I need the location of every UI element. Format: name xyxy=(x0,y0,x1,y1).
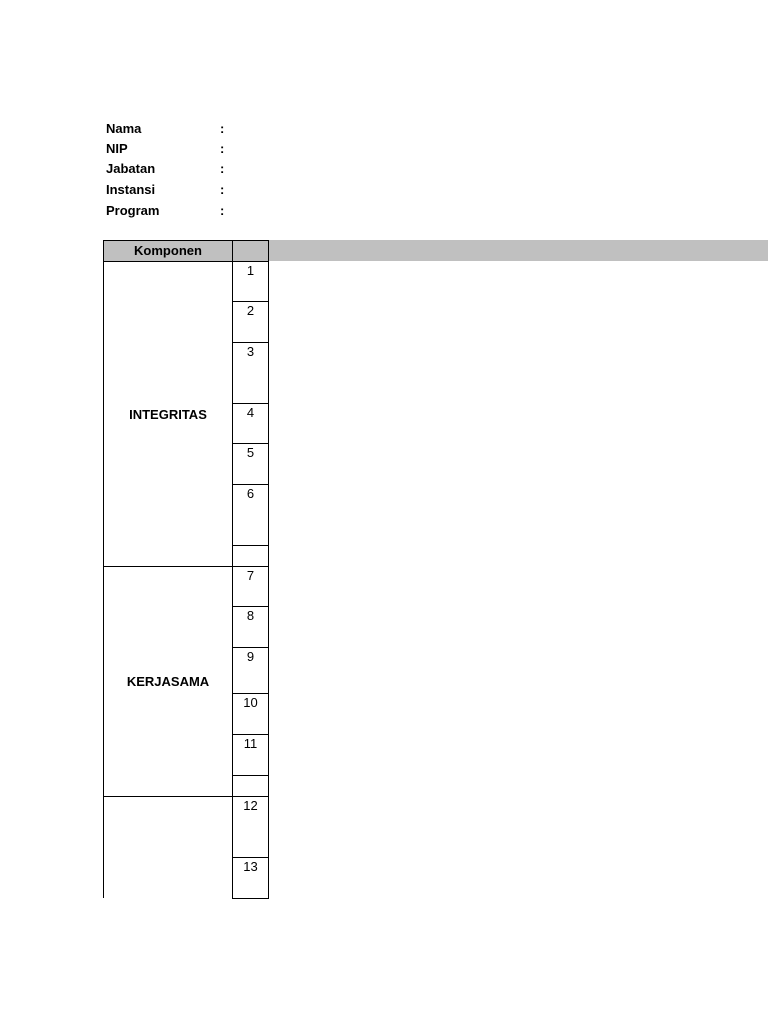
row-number-4: 4 xyxy=(232,403,269,444)
row-number-10: 10 xyxy=(232,693,269,735)
instansi-label: Instansi xyxy=(106,182,156,197)
row-number-9: 9 xyxy=(232,647,269,694)
row-number-3: 3 xyxy=(232,342,269,404)
component-integritas: INTEGRITAS xyxy=(103,261,233,567)
header-band xyxy=(268,240,768,261)
row-number-7: 7 xyxy=(232,566,269,607)
instansi-colon: : xyxy=(220,182,225,197)
row-number-5: 5 xyxy=(232,443,269,485)
component-kerjasama: KERJASAMA xyxy=(103,566,233,797)
row-number-11: 11 xyxy=(232,734,269,776)
row-number-12: 12 xyxy=(232,796,269,858)
nama-label: Nama xyxy=(106,121,142,136)
program-label: Program xyxy=(106,203,160,218)
program-colon: : xyxy=(220,203,225,218)
row-number-2: 2 xyxy=(232,301,269,343)
header-number xyxy=(232,240,269,262)
row-number-8: 8 xyxy=(232,606,269,648)
nip-colon: : xyxy=(220,141,225,156)
row-number-blank-b xyxy=(232,775,269,797)
header-komponen: Komponen xyxy=(103,240,233,262)
row-number-6: 6 xyxy=(232,484,269,546)
component-third xyxy=(104,797,232,897)
row-number-13: 13 xyxy=(232,857,269,899)
jabatan-colon: : xyxy=(220,161,225,176)
jabatan-label: Jabatan xyxy=(106,161,156,176)
nama-colon: : xyxy=(220,121,225,136)
nip-label: NIP xyxy=(106,141,128,156)
row-number-blank-a xyxy=(232,545,269,567)
row-number-1: 1 xyxy=(232,261,269,302)
